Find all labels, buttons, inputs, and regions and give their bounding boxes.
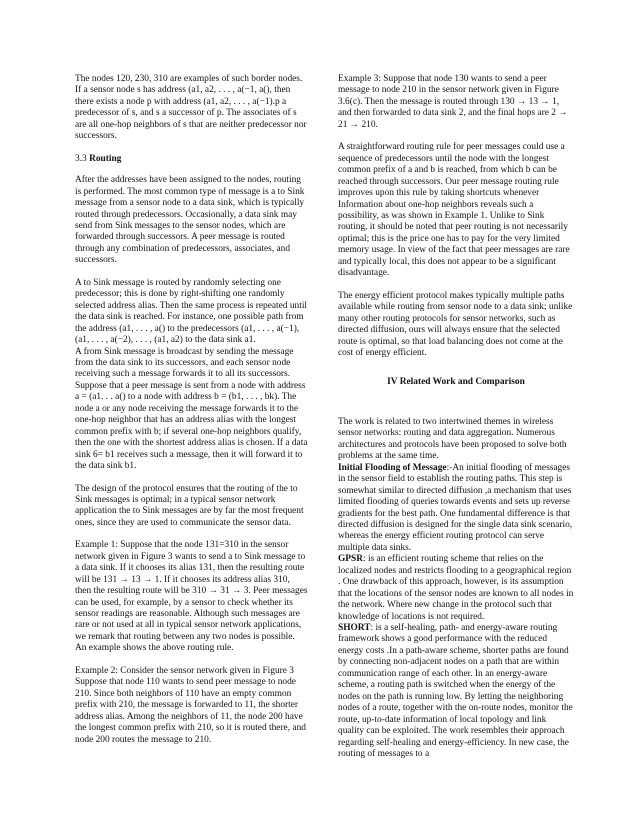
paragraph-short [338, 623, 574, 760]
paragraph-gpsr [338, 554, 574, 623]
term-description: : is an efficient routing scheme that relies on the localized nodes and restricts flooding to a geographical region . One drawback of this approach, however, is its assumption that the locations of the sensor nodes are known to all nodes in the network. Where new change in the protocol such that knowledge of locations is not required. [338, 554, 574, 622]
left-column [75, 74, 308, 757]
term-short: SHORT [338, 623, 371, 634]
term-initial-flooding: Initial Flooding of Message [338, 462, 447, 473]
paragraph-example-3: Example 3: Suppose that node 130 wants to send a peer message to node 210 in the sensor network given in Figure 3.6(c). Then the message is routed through 130 → 13 → 1, and then forwarded to data sink 2, and the final hops are 2 → 21 → 210. [338, 74, 568, 130]
paragraph-example-1: Example 1: Suppose that the node 131=310 in the sensor network given in Figure 3 wants to send a to Sink message to a data sink. If it chooses its alias 131, then the resulting route will be 131 → 13 → 1. If it chooses its address alias 310, then the resulting route will be 310 → 31 → 3. Peer messages can be used, for example, by a sensor to check whether its sensor readings are reasonable. Although such messages are rare or not used at all in typical sensor network applications, we remark that routing between any two nodes is possible. An example shows the above routing rule. [75, 540, 308, 654]
section-title: Routing [89, 153, 122, 164]
paragraph-example-2: Example 2: Consider the sensor network given in Figure 3 Suppose that node 110 wants to send peer message to node 210. Since both neighbors of 110 have an empty common prefix with 210, the message is forwarded to 11, the shorter address alias. Among the neighbors of 11, the node 200 have the longest common prefix with 210, so it is routed there, and node 200 routes the message to 210. [75, 665, 306, 745]
paragraph: A to Sink message is routed by randomly selecting one predecessor; this is done by right-shifting one randomly selected address alias. Then the same process is repeated until the data sink is reached. For instance, one possible path from the address (a1, . . . , a() to the predecessors (a1, . . . , a(−1), (a1, . . . , a(−2), . . . , (a1, a2) to the data sink a1. [75, 277, 308, 346]
term-description: : is a self-healing, path- and energy-aware routing framework shows a good performance with the reduced energy costs .In a path-aware scheme, shorter paths are found by connecting non-adjacent nodes on a path that are within communication range of each other. In an energy-aware scheme, a routing path is switched when the energy of the nodes on the path is running low. By letting the neighboring nodes of a route, together with the on-route nodes, monitor the route, up-to-date information of local topology and link quality can be exploited. The work resembles their approach regarding self-healing and energy-efficiency. In new case, the routing of messages to a [338, 623, 573, 760]
paragraph: After the addresses have been assigned to the nodes, routing is performed. The most common type of message is a to Sink message from a sensor node to a data sink, which is typically routed through predecessors. Occasionally, a data sink may send from Sink messages to the sensor nodes, which are forwarded through successors. A peer message is routed through any combination of predecessors, associates, and successors. [75, 175, 305, 266]
paragraph: A from Sink message is broadcast by sending the message from the data sink to its successors, and each sensor node receiving such a message forwards it to all its successors. Suppose that a peer message is sent from a node with address a = (a1. . . a() to a node with address b = (b1, . . . , bk). The node a or any node receiving the message forwards it to the one-hop neighbor that has an address alias with the longest common prefix with b; if several one-hop neighbors qualify, then the one with the shortest address alias is chosen. If a data sink 6= b1 receives such a message, then it will forward it to the data sink b1. [75, 346, 308, 472]
paragraph: The design of the protocol ensures that the routing of the to Sink messages is optimal; in a typical sensor network application the to Sink messages are by far the most frequent ones, since they are used to communicate the sensor data. [75, 483, 304, 528]
paragraph-initial-flooding [338, 463, 574, 555]
paragraph: The work is related to two intertwined themes in wireless sensor networks: routing and data aggregation. Numerous architectures and protocols have been proposed to solve both problems at the same time. [338, 416, 567, 462]
section-number: 3.3 [75, 153, 90, 164]
term-gpsr: GPSR [338, 554, 364, 565]
paragraph: The energy efficient protocol makes typically multiple paths available while routing from sensor node to a data sink; unlike many other routing protocols for sensor networks, such as directed diffusion, ours will always ensure that the selected route is optimal, so that load balancing does not come at the cost of energy efficient. [338, 290, 573, 358]
paragraph: A straightforward routing rule for peer messages could use a sequence of predecessors until the node with the longest common prefix of a and b is reached, from which b can be reached through successors. Our peer message routing rule improves upon this rule by taking shortcuts whenever Information about one-hop neighbors reveals such a possibility, as was shown in Example 1. Unlike to Sink routing, it should be noted that peer routing is not necessarily optimal; this is the price one has to pay for the very limited memory usage. In view of the fact that peer messages are rare and typically local, this does not appear to be a significant disadvantage. [338, 142, 570, 279]
right-column [338, 74, 574, 760]
term-description: :-An initial flooding of messages in the sensor field to establish the routing paths. This step is somewhat similar to directed diffusion ,a mechanism that uses limited flooding of queries towards events and sets up reverse gradients for the best path. One fundamental difference is that directed diffusion is designed for the single data sink scenario, whereas the energy efficient routing protocol can serve multiple data sinks. [338, 462, 573, 553]
section-heading-routing [75, 154, 308, 165]
section-heading-related-work: IV Related Work and Comparison [387, 377, 525, 388]
paragraph: The nodes 120, 230, 310 are examples of such border nodes. If a sensor node s has address (a1, a2, . . . , a(−1, a(), then there exists a node p with address (a1, a2, . . . , a(−1).p a predecessor of s, and s a successor of p. The associates of s are all one-hop neighbors of s that are neither predecessor nor successors. [75, 74, 307, 142]
